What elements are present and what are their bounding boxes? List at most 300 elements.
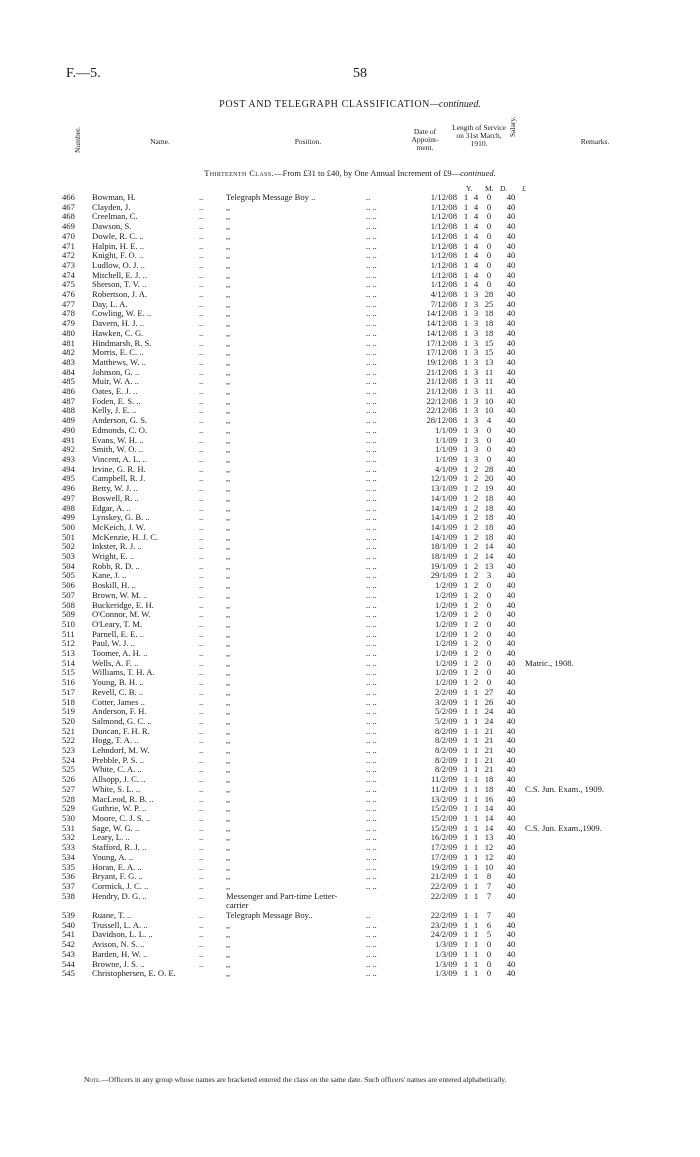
row-name: Edmonds, C. O. <box>92 425 148 435</box>
row-days: 6 <box>486 919 492 930</box>
table-row <box>62 833 635 843</box>
row-position: Telegraph Message Boy .. <box>226 193 316 202</box>
table-row <box>62 601 635 611</box>
row-days: 0 <box>486 580 492 591</box>
row-remarks <box>525 843 635 853</box>
row-years: 1 <box>463 192 469 202</box>
row-position: ,, <box>226 484 231 494</box>
row-leader: .. .. <box>366 201 377 212</box>
row-leader: .. .. <box>366 880 377 891</box>
row-number: 471 <box>62 240 75 251</box>
row-salary: 40 <box>506 745 516 756</box>
row-days: 12 <box>484 851 494 862</box>
row-remarks <box>525 406 635 416</box>
row-date: 15/2/09 <box>430 813 457 823</box>
row-days: 0 <box>486 628 492 639</box>
row-leader: .. <box>199 822 204 833</box>
row-leader: .. .. <box>366 541 377 552</box>
row-years: 1 <box>463 774 469 785</box>
row-months: 1 <box>473 793 479 804</box>
table-row <box>62 901 635 911</box>
row-months: 1 <box>473 745 479 756</box>
footnote-label: Note. <box>84 1075 102 1084</box>
row-salary: 40 <box>506 686 516 697</box>
row-date: 8/2/09 <box>435 735 457 746</box>
row-name: Leary, L. .. <box>92 833 130 843</box>
row-days: 0 <box>486 269 492 280</box>
row-remarks <box>525 610 635 620</box>
row-remarks <box>525 203 635 213</box>
row-name: Anderson, F. H. <box>92 707 147 717</box>
row-date: 16/2/09 <box>430 832 457 843</box>
row-leader: .. <box>199 939 204 950</box>
table-row <box>62 678 635 688</box>
row-days: 18 <box>484 521 494 532</box>
row-days: 27 <box>484 686 494 697</box>
row-leader: .. <box>199 531 204 542</box>
row-name: Dawson, S. <box>92 222 132 232</box>
row-date: 4/1/09 <box>435 463 457 474</box>
row-salary: 40 <box>506 609 516 620</box>
title-main: POST AND TELEGRAPH CLASSIFICATION <box>219 99 431 110</box>
row-position: Telegraph Message Boy.. <box>226 911 313 921</box>
row-days: 0 <box>486 648 492 659</box>
row-leader: .. <box>199 667 204 678</box>
row-days: 24 <box>484 706 494 717</box>
row-months: 1 <box>473 764 479 775</box>
row-salary: 40 <box>506 221 516 232</box>
row-years: 1 <box>463 356 469 367</box>
table-row <box>62 406 635 416</box>
row-position: ,, <box>226 474 231 484</box>
row-months: 3 <box>473 356 479 367</box>
row-days: 8 <box>486 871 492 882</box>
row-leader: .. <box>199 560 204 571</box>
row-leader: .. <box>366 910 371 921</box>
row-days: 14 <box>484 803 494 814</box>
row-remarks <box>525 882 635 892</box>
row-leader: .. .. <box>366 289 377 300</box>
row-days: 18 <box>484 502 494 513</box>
row-name: Barden, H. W. .. <box>92 949 148 959</box>
row-position: ,, <box>226 794 231 804</box>
row-number: 531 <box>62 822 75 833</box>
row-years: 1 <box>463 948 469 959</box>
row-days: 0 <box>486 589 492 600</box>
row-days: 7 <box>486 880 492 891</box>
row-salary: 40 <box>506 308 516 319</box>
table-row <box>62 610 635 620</box>
table-row <box>62 765 635 775</box>
row-leader: .. <box>199 395 204 406</box>
row-number: 542 <box>62 939 75 950</box>
row-name: Cotter, James .. <box>92 697 145 707</box>
row-name: Halpin, H. E. .. <box>92 241 145 251</box>
row-position: ,, <box>226 522 231 532</box>
row-leader: .. <box>199 929 204 940</box>
row-leader: .. <box>199 638 204 649</box>
row-number: 494 <box>62 463 75 474</box>
table-row <box>62 203 635 213</box>
row-name: Prebble, P. S. .. <box>92 755 145 765</box>
row-leader: .. <box>199 570 204 581</box>
row-leader: .. .. <box>366 492 377 503</box>
table-row <box>62 892 635 902</box>
row-number: 532 <box>62 832 75 843</box>
table-row <box>62 542 635 552</box>
row-position: ,, <box>226 600 231 610</box>
table-row <box>62 727 635 737</box>
row-days: 21 <box>484 725 494 736</box>
row-days: 7 <box>486 910 492 921</box>
row-date: 21/12/08 <box>426 366 457 377</box>
row-leader: .. <box>199 861 204 872</box>
row-leader: .. <box>199 337 204 348</box>
row-months: 2 <box>473 521 479 532</box>
row-leader: .. .. <box>366 861 377 872</box>
row-position: ,, <box>226 658 231 668</box>
row-position: ,, <box>226 736 231 746</box>
row-name: Revell, C. B. .. <box>92 687 144 697</box>
row-number: 482 <box>62 347 75 358</box>
row-months: 2 <box>473 570 479 581</box>
row-number: 498 <box>62 502 75 513</box>
row-leader: .. .. <box>366 774 377 785</box>
row-name: Allsopp, J. C. .. <box>92 775 146 785</box>
row-leader: .. <box>199 269 204 280</box>
row-name: Horan, E. A. .. <box>92 862 142 872</box>
row-position: ,, <box>226 425 231 435</box>
row-leader: .. .. <box>366 958 377 969</box>
row-leader: .. .. <box>366 434 377 445</box>
row-date: 1/2/09 <box>435 657 457 668</box>
row-number: 544 <box>62 958 75 969</box>
row-number: 545 <box>62 968 75 979</box>
row-number: 480 <box>62 327 75 338</box>
row-date: 1/2/09 <box>435 589 457 600</box>
row-leader: .. <box>199 803 204 814</box>
row-salary: 40 <box>506 395 516 406</box>
row-date: 15/2/09 <box>430 803 457 814</box>
row-months: 1 <box>473 813 479 823</box>
row-days: 10 <box>484 861 494 872</box>
row-leader: .. <box>199 221 204 232</box>
row-leader: .. .. <box>366 269 377 280</box>
row-leader: .. <box>199 551 204 562</box>
row-name: Sherson, T. V. .. <box>92 280 147 290</box>
row-days: 0 <box>486 211 492 222</box>
row-days: 21 <box>484 745 494 756</box>
row-leader: .. <box>199 735 204 746</box>
row-months: 4 <box>473 279 479 290</box>
table-row <box>62 960 635 970</box>
row-leader: .. <box>199 405 204 416</box>
row-date: 1/12/08 <box>430 201 457 212</box>
row-leader: .. <box>199 706 204 717</box>
row-leader: .. .. <box>366 618 377 629</box>
row-days: 25 <box>484 298 494 309</box>
row-leader: .. <box>199 415 204 426</box>
row-months: 1 <box>473 803 479 814</box>
class-name: Thirteenth Class. <box>204 168 275 178</box>
row-remarks <box>525 455 635 465</box>
row-number: 481 <box>62 337 75 348</box>
row-name: Guthrie, W. P. .. <box>92 804 147 814</box>
row-number: 473 <box>62 259 75 270</box>
row-date: 14/1/09 <box>430 502 457 513</box>
row-years: 1 <box>463 347 469 358</box>
row-salary: 40 <box>506 871 516 882</box>
row-years: 1 <box>463 638 469 649</box>
row-leader: .. <box>199 813 204 823</box>
row-leader: .. .. <box>366 356 377 367</box>
row-salary: 40 <box>506 715 516 726</box>
row-days: 0 <box>486 192 492 202</box>
row-salary: 40 <box>506 376 516 387</box>
row-date: 3/2/09 <box>435 696 457 707</box>
row-salary: 40 <box>506 667 516 678</box>
row-years: 1 <box>463 221 469 232</box>
row-remarks <box>525 581 635 591</box>
row-position: ,, <box>226 678 231 688</box>
row-leader: .. <box>199 715 204 726</box>
row-days: 0 <box>486 599 492 610</box>
table-row <box>62 930 635 940</box>
row-leader: .. .. <box>366 405 377 416</box>
row-remarks: C.S. Jun. Exam., 1909. <box>525 783 605 794</box>
row-position: ,, <box>226 930 231 940</box>
row-months: 4 <box>473 211 479 222</box>
row-number: 490 <box>62 424 75 435</box>
row-leader: .. .. <box>366 512 377 523</box>
row-months: 1 <box>473 735 479 746</box>
row-remarks <box>525 736 635 746</box>
row-leader: .. .. <box>366 386 377 397</box>
table-row <box>62 271 635 281</box>
row-remarks: Matric., 1908. <box>525 657 574 668</box>
row-months: 1 <box>473 822 479 833</box>
row-name: Davidson, L. L. .. <box>92 930 153 940</box>
row-salary: 40 <box>506 269 516 280</box>
row-name: Johnson, G. .. <box>92 367 140 377</box>
row-name: Salmond, G. C. .. <box>92 716 152 726</box>
row-salary: 40 <box>506 851 516 862</box>
table-row <box>62 872 635 882</box>
row-years: 1 <box>463 851 469 862</box>
row-leader: .. .. <box>366 589 377 600</box>
row-salary: 40 <box>506 386 516 397</box>
row-date: 7/12/08 <box>430 298 457 309</box>
subhead-days: D. <box>500 184 508 193</box>
row-name: Dowle, R. C. .. <box>92 231 144 241</box>
row-position: ,, <box>226 746 231 756</box>
row-leader: .. .. <box>366 318 377 329</box>
row-months: 2 <box>473 483 479 494</box>
row-years: 1 <box>463 211 469 222</box>
row-leader: .. .. <box>366 725 377 736</box>
row-name: Hendry, D. G. .. <box>92 891 147 901</box>
row-remarks <box>525 377 635 387</box>
row-date: 8/2/09 <box>435 745 457 756</box>
row-date: 1/12/08 <box>430 250 457 261</box>
row-remarks <box>525 212 635 222</box>
row-position: ,, <box>226 202 231 212</box>
row-leader: .. .. <box>366 502 377 513</box>
row-date: 8/2/09 <box>435 764 457 775</box>
row-salary: 40 <box>506 638 516 649</box>
row-leader: .. <box>199 453 204 464</box>
row-leader: .. <box>199 919 204 930</box>
row-date: 1/3/09 <box>435 948 457 959</box>
row-years: 1 <box>463 677 469 688</box>
row-position: ,, <box>226 260 231 270</box>
table-row <box>62 824 635 834</box>
row-remarks <box>525 571 635 581</box>
row-salary: 40 <box>506 453 516 464</box>
row-date: 1/2/09 <box>435 667 457 678</box>
row-number: 500 <box>62 521 75 532</box>
row-years: 1 <box>463 541 469 552</box>
row-number: 530 <box>62 813 75 823</box>
row-name: Creelman, C. <box>92 212 138 222</box>
row-months: 1 <box>473 968 479 979</box>
row-position: ,, <box>226 319 231 329</box>
row-date: 19/12/08 <box>426 356 457 367</box>
row-position: ,, <box>226 241 231 251</box>
table-row <box>62 756 635 766</box>
row-salary: 40 <box>506 910 516 921</box>
row-number: 529 <box>62 803 75 814</box>
row-years: 1 <box>463 580 469 591</box>
row-position: ,, <box>226 833 231 843</box>
row-number: 485 <box>62 376 75 387</box>
footnote <box>84 1075 506 1084</box>
row-date: 22/12/08 <box>426 395 457 406</box>
row-leader: .. <box>199 289 204 300</box>
row-leader: .. .. <box>366 657 377 668</box>
row-name: Wright, E. .. <box>92 552 135 562</box>
table-row <box>62 309 635 319</box>
row-leader: .. <box>199 502 204 513</box>
row-name <box>92 901 199 911</box>
row-remarks <box>525 280 635 290</box>
row-leader: .. <box>199 648 204 659</box>
row-months: 3 <box>473 318 479 329</box>
row-number: 467 <box>62 201 75 212</box>
row-months: 2 <box>473 580 479 591</box>
row-salary: 40 <box>506 434 516 445</box>
row-name: Trussell, L. A. .. <box>92 920 148 930</box>
row-years: 1 <box>463 589 469 600</box>
row-leader: .. .. <box>366 211 377 222</box>
row-position: ,, <box>226 561 231 571</box>
row-years: 1 <box>463 250 469 261</box>
row-salary: 40 <box>506 968 516 979</box>
row-months: 3 <box>473 327 479 338</box>
row-years: 1 <box>463 337 469 348</box>
header-remarks: Remarks. <box>580 137 610 146</box>
row-leader: .. .. <box>366 871 377 882</box>
table-row <box>62 484 635 494</box>
row-name: Bryant, F. G. .. <box>92 872 143 882</box>
row-remarks <box>525 969 635 979</box>
row-salary: 40 <box>506 939 516 950</box>
row-remarks <box>525 222 635 232</box>
row-remarks: C.S. Jun. Exam.,1909. <box>525 822 602 833</box>
row-years: 1 <box>463 521 469 532</box>
table-row <box>62 785 635 795</box>
row-salary: 40 <box>506 289 516 300</box>
row-years: 1 <box>463 657 469 668</box>
row-name: Oates, E. J. .. <box>92 387 138 397</box>
row-date: 1/2/09 <box>435 609 457 620</box>
row-leader: .. <box>199 842 204 853</box>
row-days: 4 <box>486 415 492 426</box>
row-leader: .. <box>199 192 204 202</box>
row-months: 2 <box>473 551 479 562</box>
table-row <box>62 261 635 271</box>
row-number: 537 <box>62 880 75 891</box>
row-months: 2 <box>473 463 479 474</box>
row-remarks <box>525 717 635 727</box>
row-leader: .. <box>199 832 204 843</box>
row-years: 1 <box>463 696 469 707</box>
row-days: 0 <box>486 240 492 251</box>
row-position: ,, <box>226 619 231 629</box>
row-months: 3 <box>473 386 479 397</box>
row-remarks <box>525 688 635 698</box>
row-leader: .. <box>199 599 204 610</box>
row-days: 18 <box>484 327 494 338</box>
row-number: 508 <box>62 599 75 610</box>
row-years: 1 <box>463 279 469 290</box>
row-position: ,, <box>226 571 231 581</box>
table-row <box>62 212 635 222</box>
row-name: Young, B. H. .. <box>92 678 144 688</box>
row-date: 18/1/09 <box>430 541 457 552</box>
row-days: 0 <box>486 958 492 969</box>
row-number: 474 <box>62 269 75 280</box>
row-leader: .. .. <box>366 793 377 804</box>
table-row <box>62 426 635 436</box>
row-position: ,, <box>226 823 231 833</box>
row-years: 1 <box>463 230 469 241</box>
row-days: 0 <box>486 453 492 464</box>
row-years: 1 <box>463 298 469 309</box>
row-months: 3 <box>473 298 479 309</box>
row-name: MacLeod, R. B. .. <box>92 794 154 804</box>
row-position: ,, <box>226 639 231 649</box>
row-leader: .. .. <box>366 939 377 950</box>
row-remarks <box>525 591 635 601</box>
row-months: 1 <box>473 706 479 717</box>
row-years: 1 <box>463 415 469 426</box>
page-title <box>0 99 700 110</box>
row-days: 0 <box>486 250 492 261</box>
row-leader: .. .. <box>366 551 377 562</box>
row-leader: .. <box>199 376 204 387</box>
row-years: 1 <box>463 871 469 882</box>
row-number: 484 <box>62 366 75 377</box>
row-months: 3 <box>473 424 479 435</box>
row-date: 1/12/08 <box>430 192 457 202</box>
row-number: 488 <box>62 405 75 416</box>
row-name: Cormick, J. C. .. <box>92 881 149 891</box>
row-salary: 40 <box>506 706 516 717</box>
row-remarks <box>525 863 635 873</box>
row-date: 22/2/09 <box>430 910 457 921</box>
row-number: 510 <box>62 618 75 629</box>
